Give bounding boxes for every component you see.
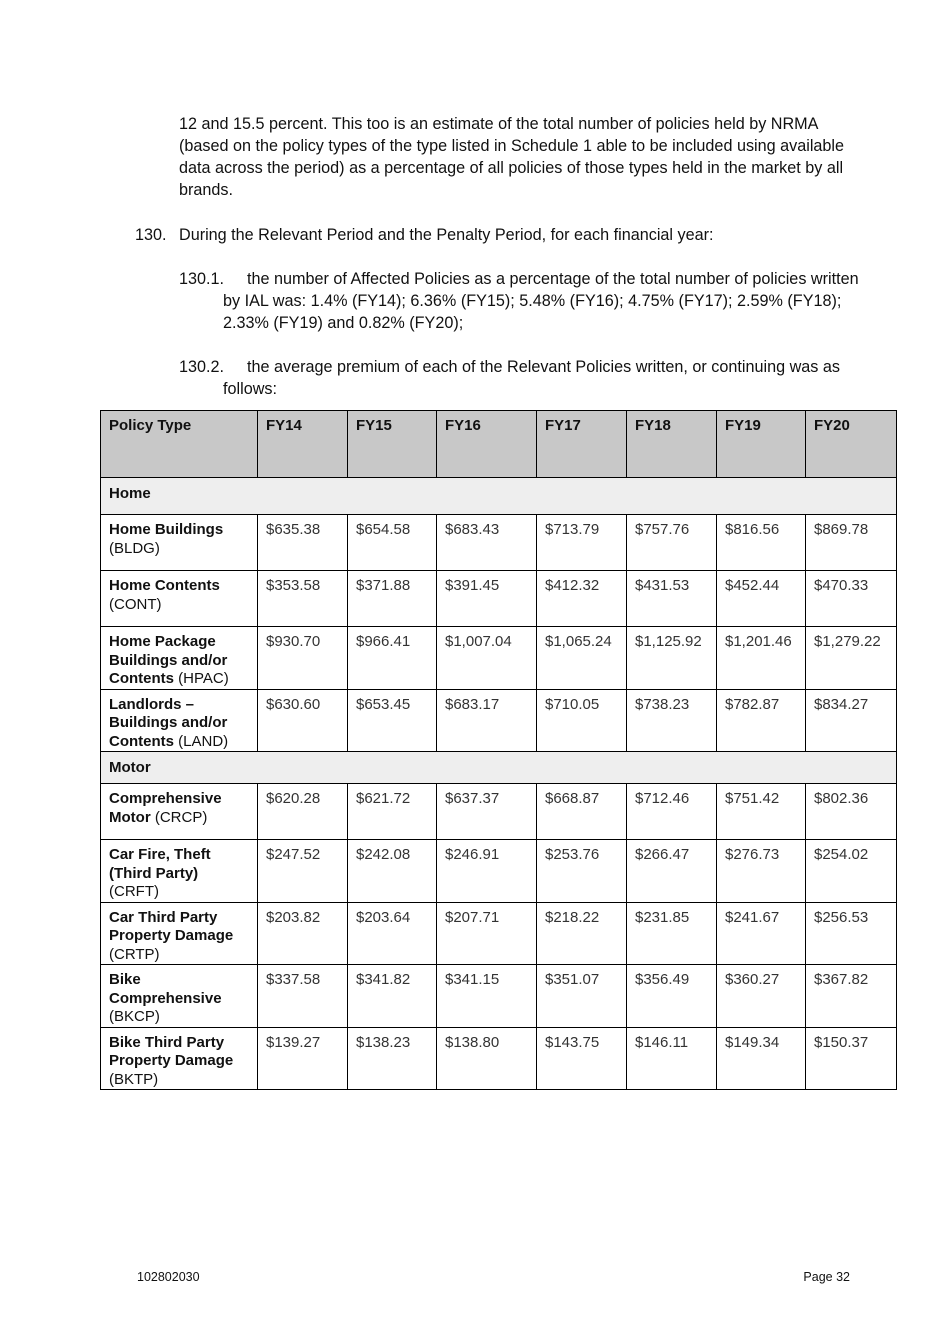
policy-type-cell [101, 689, 258, 752]
premium-value-cell: $143.75 [537, 1027, 627, 1090]
policy-name: Bike Comprehensive [109, 971, 222, 1007]
premium-value-cell: $203.82 [258, 902, 348, 965]
section-title: Home [101, 478, 897, 515]
column-header: FY15 [348, 411, 437, 478]
premium-value-cell: $710.05 [537, 689, 627, 752]
policy-name: Car Third Party Property Damage [109, 908, 234, 944]
section-title: Motor [101, 752, 897, 784]
premium-value-cell: $146.11 [627, 1027, 717, 1090]
continuation-paragraph: 12 and 15.5 percent. This too is an estimate of the total number of policies held by NRMA (based on the policy types of the type listed in Schedule 1 able to be included using available data across the period) as a percentage of all policies of those types held in the market by all brands. [179, 115, 845, 199]
policy-type-cell [101, 965, 258, 1028]
paragraph-text: the average premium of each of the Relevant Policies written, or continuing was as follows: [223, 358, 840, 398]
policy-type-cell [101, 515, 258, 571]
premium-value-cell: $391.45 [437, 571, 537, 627]
policy-code: (BKTP) [109, 1070, 159, 1088]
premium-value-cell: $139.27 [258, 1027, 348, 1090]
premium-value-cell: $138.23 [348, 1027, 437, 1090]
policy-type-cell [101, 571, 258, 627]
column-header: Policy Type [101, 411, 258, 478]
premium-value-cell: $353.58 [258, 571, 348, 627]
premium-value-cell: $149.34 [717, 1027, 806, 1090]
premium-value-cell: $470.33 [806, 571, 897, 627]
column-header: FY19 [717, 411, 806, 478]
premium-value-cell: $341.15 [437, 965, 537, 1028]
paragraph-text: the number of Affected Policies as a percentage of the total number of policies written by IAL was: 1.4% (FY14); 6.36% (FY15); 5.48% (FY16); 4.75% (FY17); 2.59% (FY18); 2.33% (FY19) and 0.82% (FY20); [223, 270, 859, 332]
column-header: FY14 [258, 411, 348, 478]
policy-type-cell [101, 840, 258, 903]
premium-value-cell: $1,201.46 [717, 627, 806, 690]
policy-code: (BLDG) [109, 539, 160, 557]
premium-value-cell: $138.80 [437, 1027, 537, 1090]
premium-value-cell: $1,007.04 [437, 627, 537, 690]
policy-name: Car Fire, Theft (Third Party) [109, 846, 211, 882]
table-row [101, 965, 897, 1028]
policy-name: Home Contents [109, 577, 220, 594]
paragraph-number: 130. [135, 226, 167, 244]
paragraph-130-2 [179, 356, 869, 400]
premium-value-cell: $683.17 [437, 689, 537, 752]
policy-type-cell [101, 902, 258, 965]
premium-value-cell: $246.91 [437, 840, 537, 903]
policy-code: (CRFT) [109, 883, 159, 900]
table-row [101, 689, 897, 752]
table-row [101, 784, 897, 840]
premium-value-cell: $668.87 [537, 784, 627, 840]
premium-value-cell: $276.73 [717, 840, 806, 903]
premium-value-cell: $253.76 [537, 840, 627, 903]
premium-value-cell: $266.47 [627, 840, 717, 903]
column-header: FY20 [806, 411, 897, 478]
document-id: 102802030 [137, 1270, 200, 1284]
column-header: FY17 [537, 411, 627, 478]
premium-value-cell: $242.08 [348, 840, 437, 903]
table-row [101, 571, 897, 627]
premium-value-cell: $713.79 [537, 515, 627, 571]
paragraph-number: 130.2. [179, 358, 225, 376]
premium-value-cell: $371.88 [348, 571, 437, 627]
premium-value-cell: $966.41 [348, 627, 437, 690]
premium-value-cell: $738.23 [627, 689, 717, 752]
premium-value-cell: $367.82 [806, 965, 897, 1028]
page-number: Page 32 [803, 1270, 850, 1284]
premium-value-cell: $654.58 [348, 515, 437, 571]
premium-value-cell: $635.38 [258, 515, 348, 571]
premium-value-cell: $203.64 [348, 902, 437, 965]
premium-value-cell: $1,279.22 [806, 627, 897, 690]
policy-type-cell [101, 1027, 258, 1090]
column-header: FY18 [627, 411, 717, 478]
premium-value-cell: $231.85 [627, 902, 717, 965]
premium-value-cell: $241.67 [717, 902, 806, 965]
premium-value-cell: $356.49 [627, 965, 717, 1028]
premium-value-cell: $930.70 [258, 627, 348, 690]
premium-value-cell: $254.02 [806, 840, 897, 903]
table-row [101, 902, 897, 965]
paragraph-number: 130.1. [179, 270, 225, 288]
paragraph-130-1 [179, 268, 869, 334]
premium-value-cell: $712.46 [627, 784, 717, 840]
premium-value-cell: $351.07 [537, 965, 627, 1028]
premium-value-cell: $412.32 [537, 571, 627, 627]
policy-name: Bike Third Party Property Damage [109, 1033, 234, 1069]
premium-value-cell: $869.78 [806, 515, 897, 571]
premium-value-cell: $751.42 [717, 784, 806, 840]
policy-type-cell [101, 627, 258, 690]
premium-value-cell: $1,125.92 [627, 627, 717, 690]
premium-value-cell: $630.60 [258, 689, 348, 752]
policy-code: (CONT) [109, 595, 162, 613]
premium-value-cell: $782.87 [717, 689, 806, 752]
premium-value-cell: $683.43 [437, 515, 537, 571]
premium-value-cell: $653.45 [348, 689, 437, 752]
policy-name: Home Buildings [109, 521, 224, 538]
table-row [101, 1027, 897, 1090]
premium-value-cell: $1,065.24 [537, 627, 627, 690]
premium-value-cell: $834.27 [806, 689, 897, 752]
premium-value-cell: $816.56 [717, 515, 806, 571]
policy-code: (BKCP) [109, 1008, 160, 1025]
table-row [101, 627, 897, 690]
policy-code: (HPAC) [178, 670, 229, 687]
policy-code: (LAND) [178, 732, 229, 750]
policy-type-cell [101, 784, 258, 840]
premium-value-cell: $207.71 [437, 902, 537, 965]
policy-code: (CRTP) [109, 945, 160, 963]
premium-value-cell: $218.22 [537, 902, 627, 965]
average-premium-table [100, 410, 897, 1090]
premium-value-cell: $360.27 [717, 965, 806, 1028]
premium-value-cell: $247.52 [258, 840, 348, 903]
table-row [101, 515, 897, 571]
policy-name: Comprehensive Motor [109, 790, 222, 826]
policy-name: Landlords – Buildings and/or Contents [109, 695, 228, 750]
premium-value-cell: $256.53 [806, 902, 897, 965]
premium-value-cell: $637.37 [437, 784, 537, 840]
premium-value-cell: $452.44 [717, 571, 806, 627]
policy-name: Home Package Buildings and/or Contents [109, 633, 228, 687]
premium-value-cell: $341.82 [348, 965, 437, 1028]
premium-value-cell: $620.28 [258, 784, 348, 840]
table-row [101, 840, 897, 903]
premium-value-cell: $802.36 [806, 784, 897, 840]
premium-value-cell: $621.72 [348, 784, 437, 840]
paragraph-text: During the Relevant Period and the Penalty Period, for each financial year: [179, 226, 714, 244]
section-row [101, 478, 897, 515]
column-header: FY16 [437, 411, 537, 478]
section-row [101, 752, 897, 784]
premium-value-cell: $431.53 [627, 571, 717, 627]
premium-value-cell: $757.76 [627, 515, 717, 571]
policy-code: (CRCP) [154, 808, 208, 826]
premium-value-cell: $150.37 [806, 1027, 897, 1090]
table-header-row [101, 411, 897, 478]
premium-value-cell: $337.58 [258, 965, 348, 1028]
